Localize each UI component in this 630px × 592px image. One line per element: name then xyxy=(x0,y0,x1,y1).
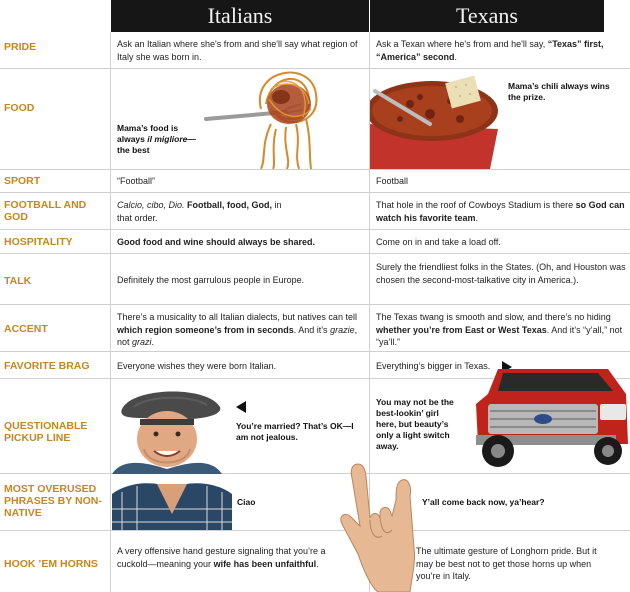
texans-text-end: . And it’s “y’all,” not “ya’ll.” xyxy=(376,324,623,347)
italians-text-mid2: , not xyxy=(117,324,358,347)
italians-text-end: . xyxy=(151,337,155,347)
row-pride xyxy=(0,32,630,69)
texans-emphasis: so God can watch his favorite team xyxy=(376,200,625,223)
italians-text-end: . xyxy=(316,558,319,569)
italians-emphasis: Football, food, God, xyxy=(184,200,273,210)
caption-text-end: — the best xyxy=(117,134,196,155)
row-accent xyxy=(0,305,630,352)
texans-text: That hole in the roof of Cowboys Stadium is there xyxy=(376,200,576,210)
header-italians: Italians xyxy=(111,0,369,32)
row-overused-phrases xyxy=(0,474,630,531)
row-label: FOOTBALL AND GOD xyxy=(4,199,87,223)
row-label: HOOK ’EM HORNS xyxy=(4,558,98,570)
texans-text-end: . xyxy=(454,51,458,62)
texans-phrase-caption: Y’all come back now, ya’hear? xyxy=(422,497,545,507)
arrow-left-icon xyxy=(236,401,246,413)
italians-cell xyxy=(117,38,362,63)
row-label: QUESTIONABLE PICKUP LINE xyxy=(4,420,88,444)
texans-food-caption: Mama’s chili always wins the prize. xyxy=(508,81,610,102)
row-label: MOST OVERUSED PHRASES BY NON-NATIVE xyxy=(4,483,102,519)
italians-cell xyxy=(117,199,287,224)
italian-man-photo xyxy=(112,389,222,474)
row-label: SPORT xyxy=(4,175,41,187)
texans-cell: Everything’s bigger in Texas. xyxy=(376,361,491,371)
italians-cell: “Football” xyxy=(117,176,156,186)
row-sport xyxy=(0,170,630,193)
italian-man-shirt-image xyxy=(112,474,232,530)
row-label: HOSPITALITY xyxy=(4,236,73,248)
row-label: PRIDE xyxy=(4,41,37,53)
row-hospitality xyxy=(0,230,630,254)
italians-cell: Definitely the most garrulous people in Europe. xyxy=(117,275,305,285)
header-texans: Texans xyxy=(370,0,604,32)
italians-cell xyxy=(117,311,367,349)
texans-text-end: . xyxy=(475,212,479,223)
italians-italic: grazie xyxy=(330,324,355,335)
texans-cell: Surely the friendliest folks in the States. (Oh, and Houston was chosen the second-most-talkative city in America.). xyxy=(376,262,626,285)
italians-text: A very offensive hand gesture signaling that you’re a cuckold—meaning your xyxy=(117,546,326,569)
caption-italic: il migliore xyxy=(147,134,188,144)
italians-cell: Everyone wishes they were born Italian. xyxy=(117,361,277,371)
row-pickup-line xyxy=(0,379,630,474)
italians-phrase-caption: Ciao xyxy=(237,497,256,507)
row-hook-em-horns xyxy=(0,531,630,592)
italians-text: in that order. xyxy=(117,200,282,223)
texans-cell: Come on in and take a load off. xyxy=(376,237,501,247)
caption-text: Mama’s food is always xyxy=(117,123,179,144)
texans-cell xyxy=(376,199,626,224)
italians-pickup-caption: You’re married? That’s OK—I am not jealous. xyxy=(236,421,354,442)
row-label: FAVORITE BRAG xyxy=(4,360,90,372)
row-label: ACCENT xyxy=(4,323,48,335)
horns-hand-gesture-image xyxy=(330,456,420,592)
texans-text: The Texas twang is smooth and slow, and there’s no hiding xyxy=(376,312,611,322)
italians-cell xyxy=(117,545,347,570)
italians-food-caption xyxy=(117,123,207,156)
texans-text: Ask a Texan where he's from and he'll say, xyxy=(376,39,548,49)
red-pickup-truck-image xyxy=(468,359,630,471)
italians-emphasis: wife has been unfaithful xyxy=(213,558,317,569)
italians-emphasis: which region someone’s from in seconds xyxy=(117,324,294,335)
row-label: TALK xyxy=(4,275,32,287)
italians-text: Ask an Italian where she's from and she'll say what region of Italy she was born in. xyxy=(117,39,358,62)
texans-cell xyxy=(376,38,624,63)
texans-cell: Football xyxy=(376,176,409,186)
texans-cell: The ultimate gesture of Longhorn pride. But it may be best not to get those horns up when you’re in Italy. xyxy=(416,546,597,581)
italians-text: There’s a musicality to all Italian dialects, but natives can tell xyxy=(117,312,357,322)
texans-emphasis: whether you’re from East or West Texas xyxy=(376,324,547,335)
italians-text-mid: . And it’s xyxy=(293,324,331,335)
row-food xyxy=(0,69,630,170)
row-label: FOOD xyxy=(4,102,35,114)
texans-emphasis: “Texas” first, “America” second xyxy=(376,39,604,62)
italians-italic: Calcio, cibo, Dio. xyxy=(117,200,185,210)
italians-cell: Good food and wine should always be shared. xyxy=(117,237,316,247)
texans-pickup-caption: You may not be the best-lookin’ girl here, but beauty’s only a light switch away. xyxy=(376,397,454,451)
row-talk xyxy=(0,254,630,305)
texans-cell xyxy=(376,311,626,349)
italians-italic2: grazi xyxy=(132,337,152,347)
row-football-and-god xyxy=(0,193,630,230)
